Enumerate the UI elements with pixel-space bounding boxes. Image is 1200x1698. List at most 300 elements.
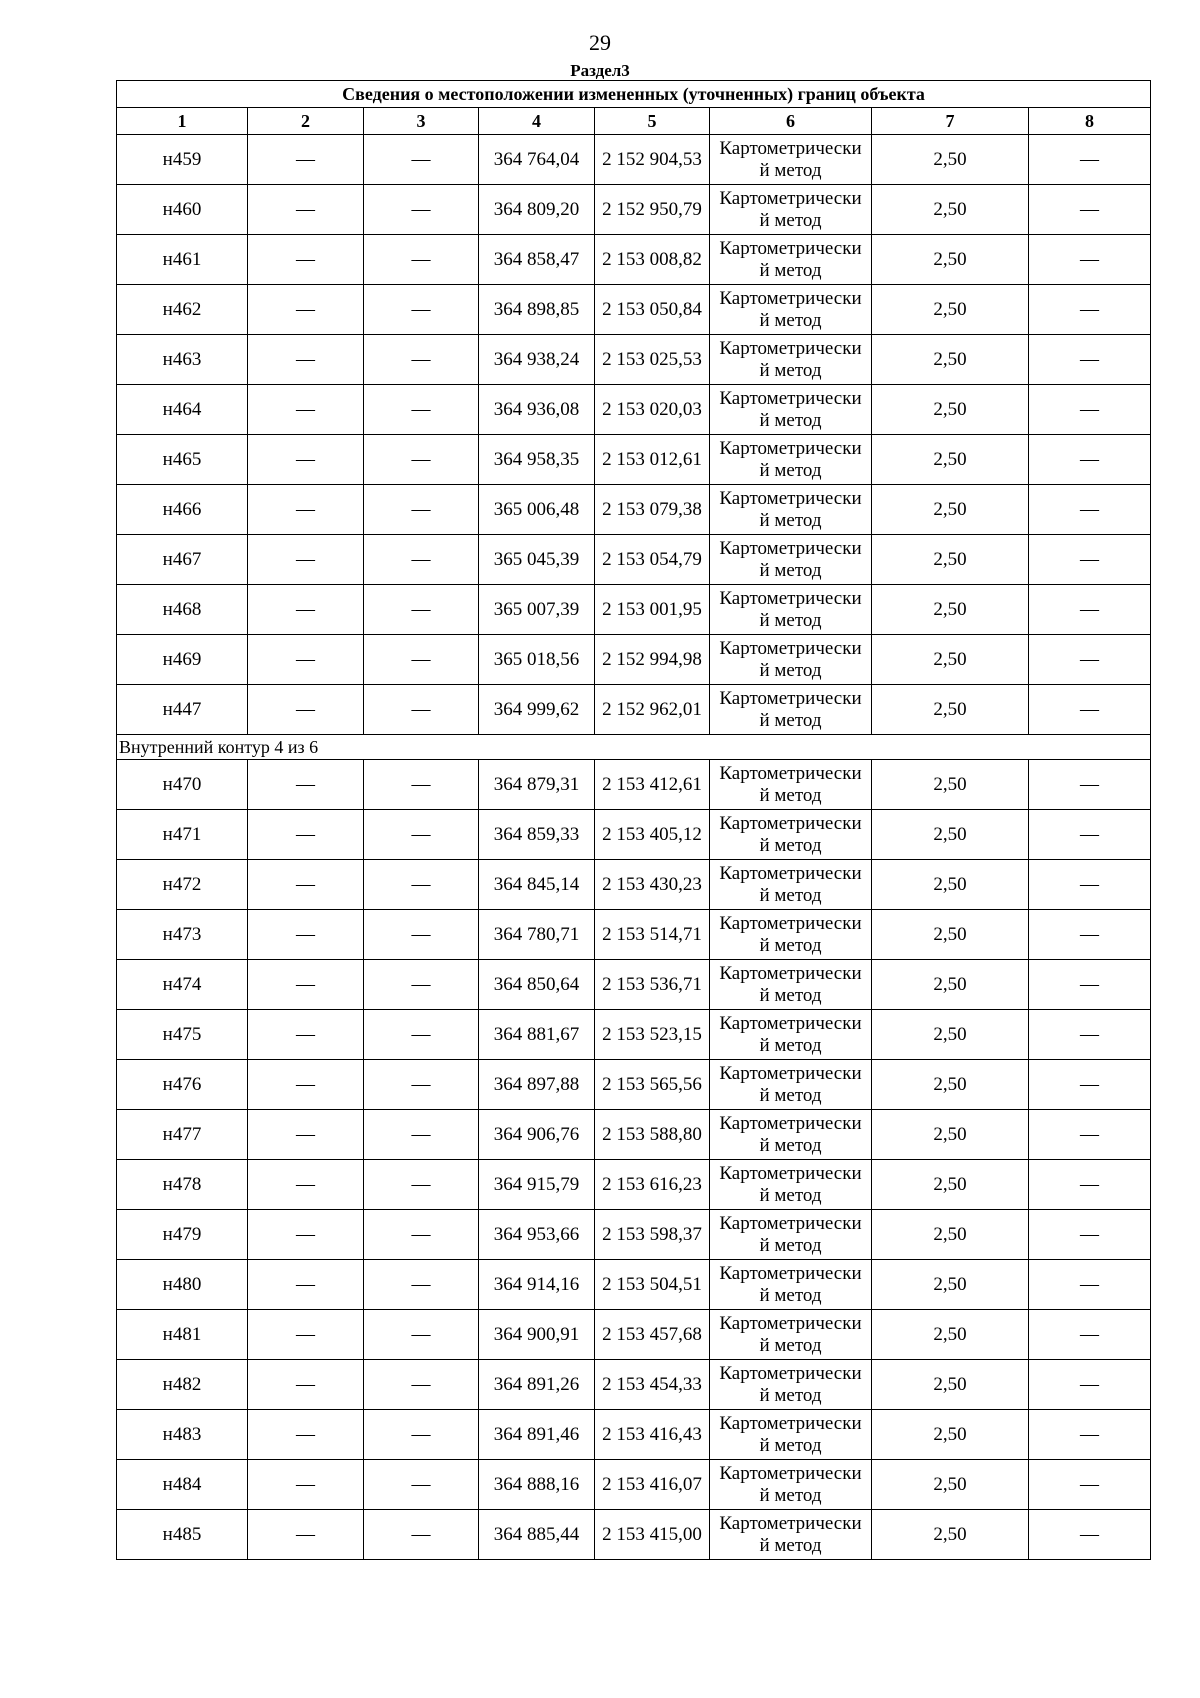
coord-x-cell: 364 850,64 — [479, 960, 595, 1010]
accuracy-cell: 2,50 — [872, 860, 1029, 910]
accuracy-cell: 2,50 — [872, 1260, 1029, 1310]
accuracy-cell: 2,50 — [872, 1510, 1029, 1560]
column-number-row — [117, 108, 1151, 135]
coord-x-cell: 364 898,85 — [479, 285, 595, 335]
empty-dash-cell: — — [1029, 385, 1151, 435]
empty-dash-cell: — — [1029, 1160, 1151, 1210]
accuracy-cell: 2,50 — [872, 760, 1029, 810]
table-row — [117, 1210, 1151, 1260]
method-cell — [710, 1510, 872, 1560]
table-row — [117, 135, 1151, 185]
method-cell — [710, 685, 872, 735]
method-line-1: Картометрически — [719, 1012, 862, 1034]
method-cell — [710, 1210, 872, 1260]
empty-dash-cell: — — [364, 810, 479, 860]
accuracy-cell: 2,50 — [872, 135, 1029, 185]
accuracy-cell: 2,50 — [872, 1410, 1029, 1460]
coord-x-cell: 364 953,66 — [479, 1210, 595, 1260]
method-cell — [710, 1010, 872, 1060]
empty-dash-cell: — — [1029, 910, 1151, 960]
empty-dash-cell: — — [248, 810, 364, 860]
point-id-cell: н470 — [117, 760, 248, 810]
empty-dash-cell: — — [248, 760, 364, 810]
empty-dash-cell: — — [1029, 1460, 1151, 1510]
coord-x-cell: 364 914,16 — [479, 1260, 595, 1310]
method-line-2: й метод — [759, 359, 822, 381]
accuracy-cell: 2,50 — [872, 1310, 1029, 1360]
coord-x-cell: 364 780,71 — [479, 910, 595, 960]
method-line-2: й метод — [759, 1434, 822, 1456]
empty-dash-cell: — — [364, 485, 479, 535]
empty-dash-cell: — — [248, 1210, 364, 1260]
empty-dash-cell: — — [248, 1110, 364, 1160]
empty-dash-cell: — — [248, 1460, 364, 1510]
accuracy-cell: 2,50 — [872, 960, 1029, 1010]
point-id-cell: н459 — [117, 135, 248, 185]
contour-heading-row — [117, 735, 1151, 760]
empty-dash-cell: — — [248, 535, 364, 585]
coord-x-cell: 364 858,47 — [479, 235, 595, 285]
empty-dash-cell: — — [1029, 635, 1151, 685]
empty-dash-cell: — — [1029, 1360, 1151, 1410]
column-number: 7 — [872, 108, 1029, 135]
table-row — [117, 910, 1151, 960]
method-line-2: й метод — [759, 459, 822, 481]
table-row — [117, 385, 1151, 435]
table-row — [117, 960, 1151, 1010]
method-line-2: й метод — [759, 1234, 822, 1256]
coord-y-cell: 2 153 025,53 — [595, 335, 710, 385]
method-cell — [710, 635, 872, 685]
method-line-2: й метод — [759, 709, 822, 731]
empty-dash-cell: — — [364, 1110, 479, 1160]
method-line-2: й метод — [759, 1534, 822, 1556]
method-cell — [710, 1360, 872, 1410]
method-cell — [710, 585, 872, 635]
empty-dash-cell: — — [248, 285, 364, 335]
point-id-cell: н466 — [117, 485, 248, 535]
method-line-1: Картометрически — [719, 1062, 862, 1084]
empty-dash-cell: — — [364, 385, 479, 435]
empty-dash-cell: — — [364, 1460, 479, 1510]
coord-y-cell: 2 153 457,68 — [595, 1310, 710, 1360]
method-cell — [710, 1310, 872, 1360]
method-cell — [710, 385, 872, 435]
point-id-cell: н464 — [117, 385, 248, 435]
empty-dash-cell: — — [1029, 1110, 1151, 1160]
coord-y-cell: 2 153 412,61 — [595, 760, 710, 810]
method-line-1: Картометрически — [719, 1462, 862, 1484]
empty-dash-cell: — — [1029, 1060, 1151, 1110]
accuracy-cell: 2,50 — [872, 1460, 1029, 1510]
point-id-cell: н475 — [117, 1010, 248, 1060]
empty-dash-cell: — — [364, 185, 479, 235]
empty-dash-cell: — — [248, 235, 364, 285]
coord-y-cell: 2 153 536,71 — [595, 960, 710, 1010]
table-row — [117, 1260, 1151, 1310]
coord-y-cell: 2 153 405,12 — [595, 810, 710, 860]
table-row — [117, 1310, 1151, 1360]
coord-x-cell: 364 958,35 — [479, 435, 595, 485]
empty-dash-cell: — — [1029, 1410, 1151, 1460]
method-line-1: Картометрически — [719, 762, 862, 784]
method-line-2: й метод — [759, 309, 822, 331]
method-cell — [710, 1460, 872, 1510]
table-row — [117, 685, 1151, 735]
coord-x-cell: 364 885,44 — [479, 1510, 595, 1560]
empty-dash-cell: — — [1029, 185, 1151, 235]
method-cell — [710, 760, 872, 810]
method-line-2: й метод — [759, 984, 822, 1006]
accuracy-cell: 2,50 — [872, 1060, 1029, 1110]
method-cell — [710, 285, 872, 335]
table-row — [117, 185, 1151, 235]
coord-x-cell: 364 809,20 — [479, 185, 595, 235]
empty-dash-cell: — — [1029, 485, 1151, 535]
empty-dash-cell: — — [1029, 1210, 1151, 1260]
method-line-1: Картометрически — [719, 862, 862, 884]
accuracy-cell: 2,50 — [872, 1160, 1029, 1210]
column-number: 8 — [1029, 108, 1151, 135]
column-number: 4 — [479, 108, 595, 135]
method-line-1: Картометрически — [719, 1212, 862, 1234]
accuracy-cell: 2,50 — [872, 585, 1029, 635]
point-id-cell: н465 — [117, 435, 248, 485]
empty-dash-cell: — — [364, 285, 479, 335]
coord-y-cell: 2 153 598,37 — [595, 1210, 710, 1260]
empty-dash-cell: — — [1029, 1010, 1151, 1060]
accuracy-cell: 2,50 — [872, 635, 1029, 685]
method-line-2: й метод — [759, 1384, 822, 1406]
coord-x-cell: 364 764,04 — [479, 135, 595, 185]
empty-dash-cell: — — [364, 1360, 479, 1410]
table-row — [117, 1460, 1151, 1510]
empty-dash-cell: — — [1029, 435, 1151, 485]
table-row — [117, 1110, 1151, 1160]
method-line-1: Картометрически — [719, 587, 862, 609]
table-row — [117, 285, 1151, 335]
coord-y-cell: 2 153 430,23 — [595, 860, 710, 910]
method-line-2: й метод — [759, 209, 822, 231]
empty-dash-cell: — — [1029, 135, 1151, 185]
empty-dash-cell: — — [1029, 585, 1151, 635]
accuracy-cell: 2,50 — [872, 485, 1029, 535]
method-line-2: й метод — [759, 409, 822, 431]
coord-y-cell: 2 153 514,71 — [595, 910, 710, 960]
empty-dash-cell: — — [1029, 760, 1151, 810]
method-line-2: й метод — [759, 509, 822, 531]
empty-dash-cell: — — [364, 135, 479, 185]
method-line-2: й метод — [759, 884, 822, 906]
empty-dash-cell: — — [364, 760, 479, 810]
empty-dash-cell: — — [364, 1010, 479, 1060]
point-id-cell: н479 — [117, 1210, 248, 1260]
table-row — [117, 335, 1151, 385]
coord-y-cell: 2 152 904,53 — [595, 135, 710, 185]
coord-x-cell: 364 906,76 — [479, 1110, 595, 1160]
empty-dash-cell: — — [248, 1260, 364, 1310]
point-id-cell: н476 — [117, 1060, 248, 1110]
table-row — [117, 1510, 1151, 1560]
empty-dash-cell: — — [364, 1160, 479, 1210]
coord-y-cell: 2 152 950,79 — [595, 185, 710, 235]
method-line-1: Картометрически — [719, 912, 862, 934]
table-row — [117, 235, 1151, 285]
method-line-2: й метод — [759, 259, 822, 281]
empty-dash-cell: — — [248, 185, 364, 235]
empty-dash-cell: — — [364, 435, 479, 485]
method-line-1: Картометрически — [719, 537, 862, 559]
coord-y-cell: 2 153 008,82 — [595, 235, 710, 285]
table-row — [117, 585, 1151, 635]
coord-y-cell: 2 152 994,98 — [595, 635, 710, 685]
coord-x-cell: 364 936,08 — [479, 385, 595, 435]
empty-dash-cell: — — [248, 685, 364, 735]
coord-y-cell: 2 153 079,38 — [595, 485, 710, 535]
empty-dash-cell: — — [248, 635, 364, 685]
method-cell — [710, 810, 872, 860]
coord-y-cell: 2 153 416,43 — [595, 1410, 710, 1460]
point-id-cell: н462 — [117, 285, 248, 335]
empty-dash-cell: — — [248, 1310, 364, 1360]
coord-y-cell: 2 153 054,79 — [595, 535, 710, 585]
method-line-1: Картометрически — [719, 1512, 862, 1534]
empty-dash-cell: — — [364, 860, 479, 910]
method-line-1: Картометрически — [719, 637, 862, 659]
coord-x-cell: 364 897,88 — [479, 1060, 595, 1110]
accuracy-cell: 2,50 — [872, 285, 1029, 335]
empty-dash-cell: — — [364, 685, 479, 735]
empty-dash-cell: — — [248, 1060, 364, 1110]
coord-y-cell: 2 153 454,33 — [595, 1360, 710, 1410]
point-id-cell: н478 — [117, 1160, 248, 1210]
table-row — [117, 810, 1151, 860]
empty-dash-cell: — — [1029, 1310, 1151, 1360]
accuracy-cell: 2,50 — [872, 910, 1029, 960]
table-caption-row — [117, 81, 1151, 108]
empty-dash-cell: — — [248, 435, 364, 485]
point-id-cell: н463 — [117, 335, 248, 385]
method-line-2: й метод — [759, 1034, 822, 1056]
accuracy-cell: 2,50 — [872, 335, 1029, 385]
column-number: 5 — [595, 108, 710, 135]
empty-dash-cell: — — [364, 960, 479, 1010]
empty-dash-cell: — — [1029, 285, 1151, 335]
method-cell — [710, 1260, 872, 1310]
table-row — [117, 635, 1151, 685]
table-row — [117, 435, 1151, 485]
method-line-2: й метод — [759, 834, 822, 856]
accuracy-cell: 2,50 — [872, 1210, 1029, 1260]
column-number: 6 — [710, 108, 872, 135]
page-number: 29 — [589, 30, 611, 55]
empty-dash-cell: — — [364, 910, 479, 960]
contour-heading: Внутренний контур 4 из 6 — [117, 735, 1151, 760]
accuracy-cell: 2,50 — [872, 385, 1029, 435]
table-row — [117, 860, 1151, 910]
point-id-cell: н485 — [117, 1510, 248, 1560]
accuracy-cell: 2,50 — [872, 1110, 1029, 1160]
method-line-1: Картометрически — [719, 1162, 862, 1184]
point-id-cell: н471 — [117, 810, 248, 860]
point-id-cell: н469 — [117, 635, 248, 685]
table-row — [117, 485, 1151, 535]
method-line-2: й метод — [759, 1484, 822, 1506]
method-line-2: й метод — [759, 1184, 822, 1206]
empty-dash-cell: — — [248, 1410, 364, 1460]
empty-dash-cell: — — [1029, 335, 1151, 385]
empty-dash-cell: — — [364, 635, 479, 685]
coord-y-cell: 2 153 616,23 — [595, 1160, 710, 1210]
table-row — [117, 760, 1151, 810]
method-line-1: Картометрически — [719, 687, 862, 709]
coord-y-cell: 2 152 962,01 — [595, 685, 710, 735]
method-line-1: Картометрически — [719, 1262, 862, 1284]
table-row — [117, 1360, 1151, 1410]
accuracy-cell: 2,50 — [872, 435, 1029, 485]
method-cell — [710, 910, 872, 960]
point-id-cell: н474 — [117, 960, 248, 1010]
column-number: 2 — [248, 108, 364, 135]
coord-y-cell: 2 153 523,15 — [595, 1010, 710, 1060]
method-line-2: й метод — [759, 159, 822, 181]
empty-dash-cell: — — [364, 535, 479, 585]
method-cell — [710, 1160, 872, 1210]
empty-dash-cell: — — [248, 585, 364, 635]
coord-x-cell: 365 018,56 — [479, 635, 595, 685]
method-line-1: Картометрически — [719, 137, 862, 159]
coord-x-cell: 364 881,67 — [479, 1010, 595, 1060]
table-row — [117, 1010, 1151, 1060]
empty-dash-cell: — — [1029, 1260, 1151, 1310]
point-id-cell: н447 — [117, 685, 248, 735]
method-line-2: й метод — [759, 784, 822, 806]
point-id-cell: н482 — [117, 1360, 248, 1410]
empty-dash-cell: — — [248, 910, 364, 960]
empty-dash-cell: — — [248, 1160, 364, 1210]
method-line-1: Картометрически — [719, 1112, 862, 1134]
method-line-2: й метод — [759, 1084, 822, 1106]
accuracy-cell: 2,50 — [872, 235, 1029, 285]
empty-dash-cell: — — [248, 135, 364, 185]
empty-dash-cell: — — [364, 235, 479, 285]
table-body — [117, 135, 1151, 1560]
accuracy-cell: 2,50 — [872, 1010, 1029, 1060]
coord-x-cell: 364 891,46 — [479, 1410, 595, 1460]
method-cell — [710, 335, 872, 385]
empty-dash-cell: — — [248, 1360, 364, 1410]
method-cell — [710, 535, 872, 585]
method-line-1: Картометрически — [719, 487, 862, 509]
method-line-2: й метод — [759, 1134, 822, 1156]
empty-dash-cell: — — [1029, 535, 1151, 585]
accuracy-cell: 2,50 — [872, 185, 1029, 235]
method-line-1: Картометрически — [719, 387, 862, 409]
empty-dash-cell: — — [248, 1510, 364, 1560]
table-row — [117, 1410, 1151, 1460]
coord-x-cell: 364 888,16 — [479, 1460, 595, 1510]
boundary-coordinates-table — [116, 80, 1151, 1560]
empty-dash-cell: — — [248, 485, 364, 535]
empty-dash-cell: — — [364, 1310, 479, 1360]
empty-dash-cell: — — [364, 1410, 479, 1460]
empty-dash-cell: — — [1029, 860, 1151, 910]
coord-x-cell: 364 891,26 — [479, 1360, 595, 1410]
empty-dash-cell: — — [364, 585, 479, 635]
method-line-1: Картометрически — [719, 812, 862, 834]
method-line-1: Картометрически — [719, 187, 862, 209]
empty-dash-cell: — — [1029, 1510, 1151, 1560]
point-id-cell: н483 — [117, 1410, 248, 1460]
accuracy-cell: 2,50 — [872, 810, 1029, 860]
point-id-cell: н473 — [117, 910, 248, 960]
empty-dash-cell: — — [364, 1210, 479, 1260]
method-line-2: й метод — [759, 609, 822, 631]
coord-x-cell: 364 859,33 — [479, 810, 595, 860]
coord-y-cell: 2 153 416,07 — [595, 1460, 710, 1510]
method-line-2: й метод — [759, 659, 822, 681]
method-line-1: Картометрически — [719, 237, 862, 259]
table-caption: Сведения о местоположении измененных (уточненных) границ объекта — [117, 81, 1151, 108]
method-cell — [710, 1410, 872, 1460]
method-line-1: Картометрически — [719, 1312, 862, 1334]
empty-dash-cell: — — [248, 960, 364, 1010]
coord-x-cell: 365 006,48 — [479, 485, 595, 535]
coord-y-cell: 2 153 565,56 — [595, 1060, 710, 1110]
empty-dash-cell: — — [1029, 235, 1151, 285]
empty-dash-cell: — — [364, 335, 479, 385]
method-line-1: Картометрически — [719, 962, 862, 984]
method-cell — [710, 960, 872, 1010]
point-id-cell: н467 — [117, 535, 248, 585]
method-line-1: Картометрически — [719, 1412, 862, 1434]
point-id-cell: н460 — [117, 185, 248, 235]
method-line-2: й метод — [759, 1334, 822, 1356]
empty-dash-cell: — — [364, 1060, 479, 1110]
method-line-1: Картометрически — [719, 1362, 862, 1384]
method-line-1: Картометрически — [719, 437, 862, 459]
point-id-cell: н472 — [117, 860, 248, 910]
method-cell — [710, 860, 872, 910]
coord-y-cell: 2 153 012,61 — [595, 435, 710, 485]
table-row — [117, 1060, 1151, 1110]
empty-dash-cell: — — [1029, 960, 1151, 1010]
section-title: Раздел3 — [570, 61, 630, 80]
point-id-cell: н484 — [117, 1460, 248, 1510]
accuracy-cell: 2,50 — [872, 535, 1029, 585]
point-id-cell: н480 — [117, 1260, 248, 1310]
coord-y-cell: 2 153 001,95 — [595, 585, 710, 635]
coord-y-cell: 2 153 504,51 — [595, 1260, 710, 1310]
method-cell — [710, 235, 872, 285]
method-line-2: й метод — [759, 1284, 822, 1306]
method-line-2: й метод — [759, 559, 822, 581]
column-number: 3 — [364, 108, 479, 135]
empty-dash-cell: — — [248, 1010, 364, 1060]
accuracy-cell: 2,50 — [872, 685, 1029, 735]
point-id-cell: н468 — [117, 585, 248, 635]
method-cell — [710, 135, 872, 185]
empty-dash-cell: — — [1029, 685, 1151, 735]
empty-dash-cell: — — [364, 1510, 479, 1560]
empty-dash-cell: — — [364, 1260, 479, 1310]
method-line-1: Картометрически — [719, 337, 862, 359]
point-id-cell: н461 — [117, 235, 248, 285]
empty-dash-cell: — — [248, 860, 364, 910]
empty-dash-cell: — — [248, 385, 364, 435]
coord-x-cell: 364 938,24 — [479, 335, 595, 385]
method-cell — [710, 435, 872, 485]
